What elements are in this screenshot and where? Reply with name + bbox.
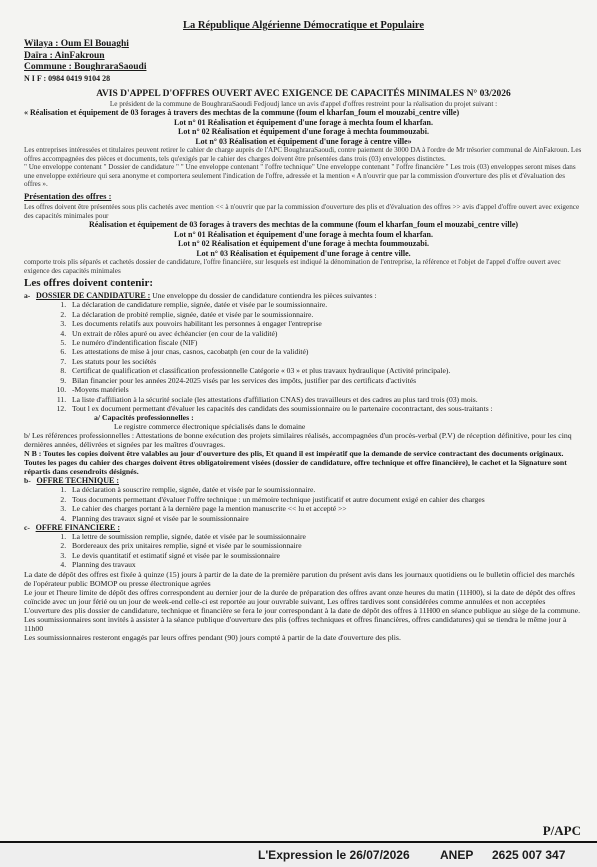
admin-block (24, 39, 583, 74)
nb-paragraph: N B : Toutes les copies doivent être valables au jour d'ouverture des plis, Et quand il est impératif que la demande de service contractant des documents originaux. (24, 449, 564, 459)
section-a-label: a- (24, 291, 31, 301)
list-item: 6. Les attestations de mise à jour cnas, casnos, cacobatph (en cour de la validité) (68, 347, 583, 356)
list-item: 1. La déclaration de candidature remplie, signée, datée et visée par le soumissionnaire. (68, 300, 583, 309)
list-item: 2. La déclaration de probité remplie, signée, datée et visée par le soumissionnaire. (68, 310, 583, 319)
project-title: « Réalisation et équipement de 03 forages à travers des mechtas de la commune (foum el kharfan_foum el mouzabi_centre ville) (24, 108, 460, 118)
lot-2: Lot n° 02 Réalisation et équipement d'une forage à mechta foummouzabi. (178, 127, 429, 137)
footer-agency: ANEP (440, 848, 474, 862)
engages-paragraph: Les soumissionnaires resteront engagés par leurs offres pendant (90) jours compté à partir de la date d'ouverture des plis. (24, 632, 401, 642)
list-item: 1. La lettre de soumission remplie, signée, datée et visée par le soumissionnaire (68, 532, 583, 541)
list-item: 1. La déclaration à souscrire remplie, signée, datée et visée par le soumissionnaire. (68, 485, 583, 494)
visees-paragraph: Toutes les pages du cahier des charges doivent êtres obligatoirement visées (dossier de candidature, offre technique et offre financière), le cachet et la Signature sont répartis dans cesendroits désignés. (24, 458, 567, 477)
depot-paragraph: La date de dépôt des offres est fixée à quinze (15) jours à partir de la date de la première parution du présent avis dans les journaux quotidiens ou le bulletin officiel des marchés de l'opérateur public BOMOP ou presse électronique agrées (24, 569, 575, 588)
list-item: 3. Le devis quantitatif et estimatif signé et visée par le soumissionnaire (68, 551, 583, 560)
financiere-line (24, 523, 583, 532)
presentation-lot-1: Lot n° 01 Réalisation et équipement d'une forage à mechta foum el kharfan. (174, 229, 433, 239)
financiere-heading: OFFRE FINANCIERE : (35, 522, 121, 532)
registre-line: Le registre commerce électronique spécialisés dans le domaine (114, 422, 306, 432)
list-item: 2. Bordereaux des prix unitaires remplie, signé et visée par le soumissionnaire (68, 541, 583, 550)
list-item: 4. Planning des travaux (68, 560, 583, 569)
presentation-text: Les offres doivent être présentées sous plis cachetés avec mention << à n'ouvrir que par la commission d'ouverture des plis et d'évaluation des offres >> avis d'appel d'offre ouvert avec exigence des capacités minimales pour (24, 203, 580, 220)
list-item: 3. Le cahier des charges portant à la dernière page la mention manuscrite << lu et accepté >> (68, 504, 583, 513)
nif: N I F : 0984 0419 9104 28 (24, 73, 111, 83)
presentation-project: Réalisation et équipement de 03 forages à travers des mechtas de la commune (foum el kharfan_foum el mouzabi_centre ville) (88, 220, 519, 230)
list-item: 7. Les statuts pour les sociétés (68, 357, 583, 366)
financiere-list (24, 532, 583, 570)
list-item: 10. -Moyens matériels (68, 385, 583, 394)
presentation-note: comporte trois plis séparés et cachetés dossier de candidature, l'offre financière, sur lesquels est indiqué la dénomination de l'entreprise, la référence et l'objet de l'appel d'offre ouvert avec exigence des capacités minimales (24, 258, 561, 275)
republic-header: La République Algérienne Démocratique et Populaire (182, 20, 424, 31)
candidature-line (24, 291, 583, 300)
signature: P/APC (542, 823, 581, 838)
list-item: 5. Le numéro d'indentification fiscale (NIF) (68, 338, 583, 347)
list-item: 2. Tous documents permettant d'évaluer l'offre technique : un mémoire technique justificatif et autre document exigé en cahier des charges (68, 495, 583, 504)
presentation-lot-3: Lot n° 03 Réalisation et équipement d'une forage à centre ville. (196, 248, 411, 258)
list-item: 11. La liste d'affiliation à la sécurité sociale (les attestations d'affiliation CNAS) des travailleurs et des cadres au plus tard trois (03) mois. (68, 395, 583, 404)
offres-heading: Les offres doivent contenir: (24, 277, 154, 290)
technique-heading: OFFRE TECHNIQUE : (36, 476, 119, 486)
list-item: 3. Les documents relatifs aux pouvoirs habilitant les personnes à engager l'entreprise (68, 319, 583, 328)
list-item: 4. Planning des travaux signé et visée par le soumissionnaire (68, 514, 583, 523)
list-item: 8. Certificat de qualification et classification professionnelle Catégorie « 03 » et plus travaux hydraulique (Activité principale). (68, 366, 583, 375)
footer-ref: 2625 007 347 (492, 848, 566, 862)
wilaya: Wilaya : Oum El Bouaghi (24, 39, 129, 49)
section-b-label: b- (24, 476, 31, 486)
ouverture-paragraph: L'ouverture des plis dossier de candidature, technique et financière se fera le jour correspondant à la date de dépôt des offres à 11H00 en séance publique au siège de la commune. (24, 605, 581, 615)
section-c-label: c- (24, 522, 30, 532)
notice-intro: Le président de la commune de BoughraraSaoudi Fedjoudj lance un avis d'appel d'offres restreint pour la réalisation du projet suivant : (109, 99, 498, 108)
retrait-paragraph: Les entreprises intéressées et titulaires peuvent retirer le cahier de charge auprès de l'APC BoughraraSaoudi, contre paiement de 3000 DA à l'ordre de Mr trésorier communal de AinFakroun. Les offres accompagnées des pièces et documents, tels qu'exigés par le cahier des charges doivent être présentées dans trois (03) enveloppes distinctes. (24, 146, 582, 163)
candidature-list (24, 300, 583, 413)
commune: Commune : BoughraraSaoudi (24, 62, 147, 72)
daira: Daïra : AinFakroun (24, 50, 105, 61)
technique-line (24, 476, 583, 485)
presentation-lot-2: Lot n° 02 Réalisation et équipement d'une forage à mechta foummouzabi. (178, 239, 429, 249)
technique-list (24, 485, 583, 523)
lot-1: Lot n° 01 Réalisation et équipement d'une forage à mechta foum el kharfan. (174, 117, 433, 127)
notice-title: AVIS D'APPEL D'OFFRES OUVERT AVEC EXIGENCE DE CAPACITÉS MINIMALES N° 03/2026 (96, 88, 511, 99)
list-item: 12. Tout l ex document permettant d'évaluer les capacités des candidats des soumissionnaire ou le partenaire cocontractant, des sous-traitants : (68, 404, 583, 413)
invites-paragraph: Les soumissionnaires sont invités à assister à la séance publique d'ouverture des plis (offres techniques et offres financières, offres candidatures) qui se tiendra le même jour à 11h00 (24, 614, 567, 633)
capacites-heading: a/ Capacités professionnelles : (94, 413, 194, 423)
lot-3: Lot n° 03 Réalisation et équipement d'une forage à centre ville» (195, 136, 412, 146)
footer-paper: L'Expression le 26/07/2026 (258, 848, 410, 862)
footer-bar (0, 841, 597, 867)
presentation-heading: Présentation des offres : (24, 191, 112, 202)
list-item: 9. Bilan financier pour les années 2024-2025 visés par les services des impôts, justifier par des certificats d'activités (68, 376, 583, 385)
jour-paragraph: Le jour et l'heure limite de dépôt des offres correspondent au dernier jour de la durée de préparation des offres avant onze heures du matin (11H00), si la date de dépôt des offres coïncide avec un jour férié ou un jour de week-end celle-ci est reportée au jour ouvrable suivant, Les offres tardives sont considérées comme annulées et non acceptées (24, 587, 576, 606)
references-paragraph: b/ Les références professionnelles : Attestations de bonne exécution des projets similaires réalisés, accompagnées d'un procès-verbal (P.V) de réception définitive, pour les cinq dernières années, délivrées et signées par les maîtres d'ouvrages. (24, 431, 572, 450)
envelopes-paragraph: " Une enveloppe contenant " Dossier de candidature " " Une enveloppe contenant " l'offre technique" Une enveloppe contenant " l'offre financière " Les trois (03) enveloppes seront mises dans une enveloppe extérieure qui sera anonyme et comportera seulement l'indication de l'offre, adressée et la mention « A n'ouvrir que par la commission d'ouverture des plis et d'évaluation des offres ». (24, 163, 576, 189)
candidature-heading: DOSSIER DE CANDIDATURE : (36, 291, 151, 301)
candidature-text: Une enveloppe du dossier de candidature contiendra les pièces suivantes : (152, 291, 377, 301)
list-item: 4. Un extrait de rôles apuré ou avec échéancier (en cour de la validité) (68, 329, 583, 338)
